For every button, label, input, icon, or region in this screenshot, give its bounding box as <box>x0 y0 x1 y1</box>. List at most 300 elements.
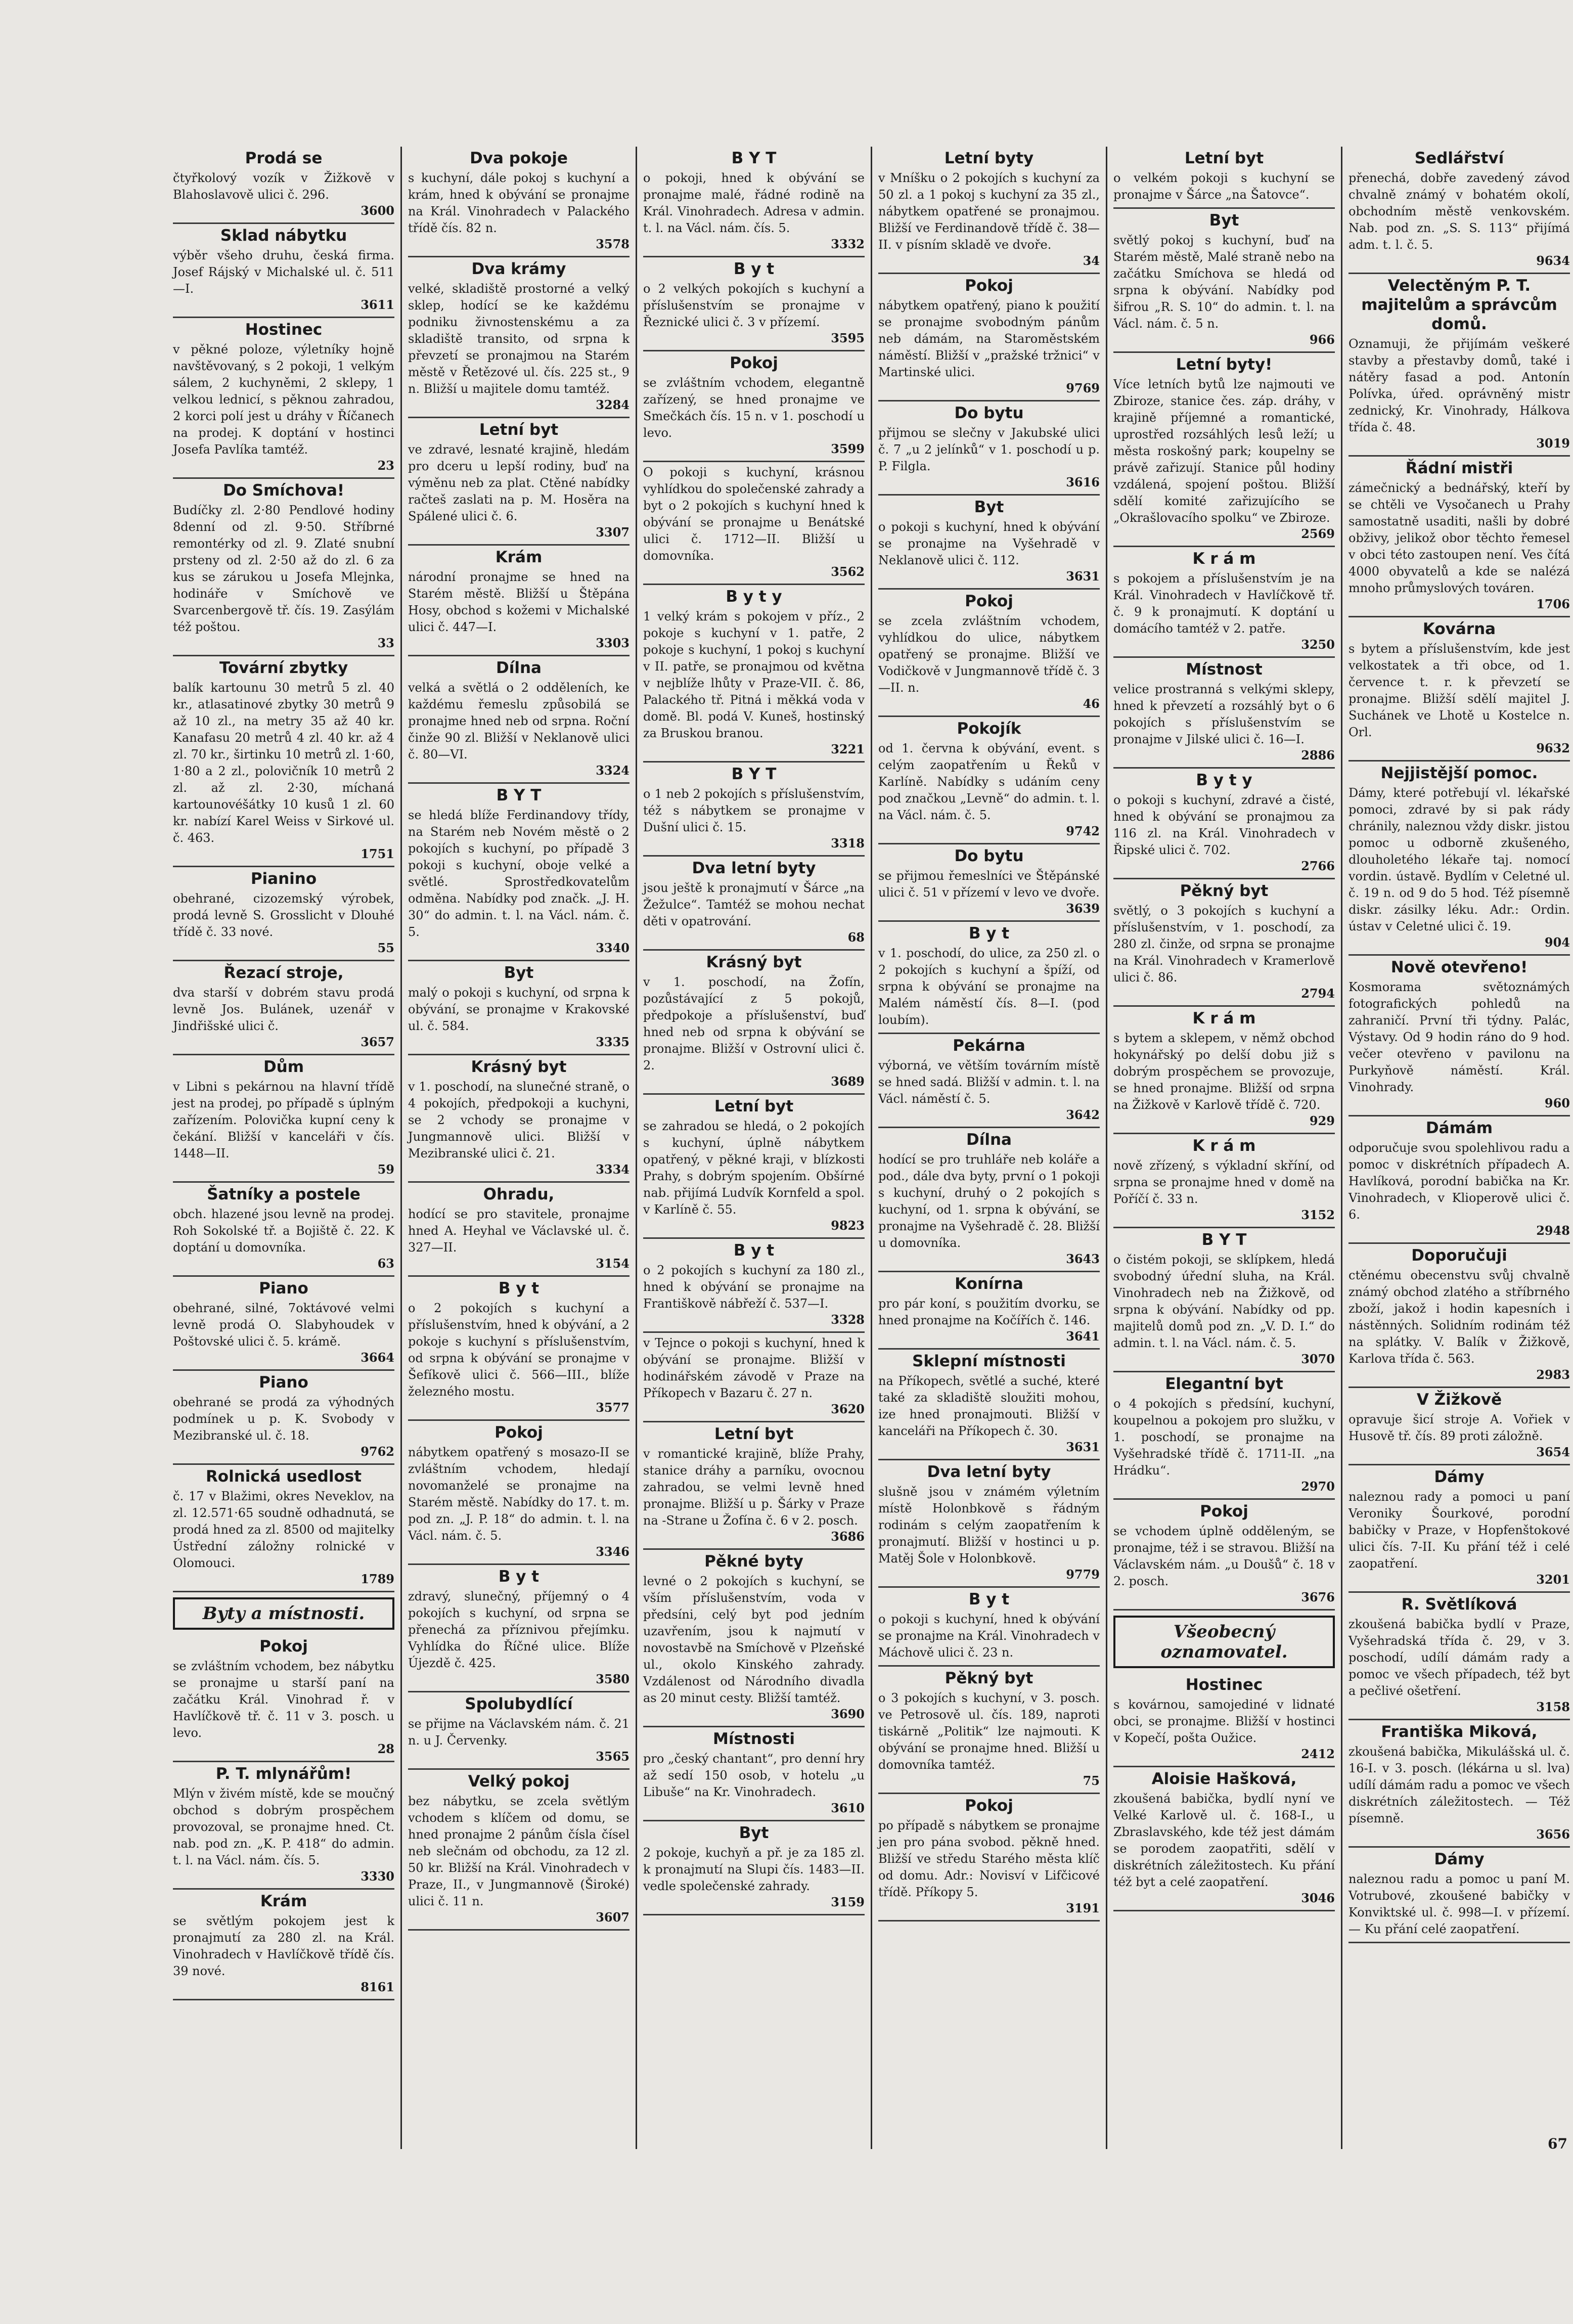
ad-title: Doporučuji <box>1411 1246 1507 1265</box>
ad-title: Sedlářství <box>1414 149 1504 167</box>
classified-ad <box>1349 956 1570 1116</box>
ad-text: se zahradou se hledá, o 2 pokojích s kuchyní, úplně nábytkem opatřený, v pěkné kraji, v blízkosti Prahy, s dobrým spojením. Obšírné nab. přijímá Ludvík Kornfeld a spol. v Karlíně č. 55. <box>643 1119 865 1217</box>
ad-title: K r á m <box>1192 550 1256 568</box>
ad-number: 3046 <box>1301 1891 1335 1905</box>
classified-ad <box>1113 209 1335 353</box>
ad-text: bez nábytku, se zcela světlým vchodem s klíčem od domu, se hned pronajme 2 pánům čísla čísel neb slečnám od obchodu, za 12 zl. 50 kr. Bližší na Král. Vinohradech v Praze, II., v Jungmannově (Široké) ulici č. 11 n. <box>408 1794 630 1908</box>
ad-number: 3578 <box>596 237 630 251</box>
ad-number: 3340 <box>596 941 630 955</box>
classified-ad <box>643 147 865 257</box>
classified-ad <box>173 1183 394 1277</box>
ad-text: nábytkem opatřený s mosazo-II se zvláštním vchodem, hledají novomanželé se pronajme na Starém městě. Nabídky do 17. t. m. pod zn. „J. P. 18“ do admin. t. l. na Václ. nám. č. 5. <box>408 1445 630 1543</box>
ad-number: 3676 <box>1301 1590 1335 1604</box>
ad-title: Pokoj <box>259 1637 308 1656</box>
ad-number: 3607 <box>596 1910 630 1925</box>
ad-title: Krám <box>495 548 543 566</box>
ad-number: 3250 <box>1301 637 1335 652</box>
ad-number: 904 <box>1544 935 1570 950</box>
classified-ad <box>643 257 865 351</box>
ad-title: V Žižkově <box>1416 1391 1502 1409</box>
classified-ad <box>173 1465 394 1592</box>
ad-text: o 4 pokojích s předsíní, kuchyní, koupelnou a pokojem pro služku, v 1. poschodí, se pronajme na Vyšehradské třídě č. 1711-II. „na Hrádku“. <box>1113 1397 1335 1478</box>
ad-number: 3664 <box>361 1350 394 1365</box>
classified-ad <box>1113 353 1335 547</box>
ad-title: K r á m <box>1192 1009 1256 1027</box>
ad-number: 3620 <box>831 1402 865 1416</box>
ad-title: Prodá se <box>245 149 323 167</box>
classified-ad <box>1113 1500 1335 1611</box>
ad-text: světlý pokoj s kuchyní, buď na Starém městě, Malé straně nebo na začátku Smíchova se hledá od srpna k obývání. Nabídky pod šifrou „R. S. 10“ do admin. t. l. na Václ. nám. č. 5 n. <box>1113 233 1335 331</box>
classified-ad <box>878 1350 1100 1460</box>
ad-number: 9742 <box>1066 824 1100 838</box>
ad-number: 3303 <box>596 636 630 650</box>
ad-number: 9779 <box>1066 1567 1100 1582</box>
ad-number: 34 <box>1083 253 1100 268</box>
ad-text: Mlýn v živém místě, kde se moučný obchod s dobrým prospěchem provozoval, se pronajme hned. Ct. nab. pod zn. „K. P. 418“ do admin. t. l. na Václ. nám. čís. 5. <box>173 1786 394 1867</box>
section-banner: Všeobecný oznamovatel. <box>1113 1616 1335 1668</box>
ad-title: Piano <box>259 1373 308 1392</box>
classified-ad <box>173 224 394 318</box>
ad-title: Velectěným P. T. majitelům a správcům domů. <box>1361 277 1557 333</box>
classified-ad <box>643 951 865 1095</box>
ad-title: Pokoj <box>1200 1502 1248 1521</box>
classified-ad <box>173 961 394 1055</box>
ad-text: se zvláštním vchodem, elegantně zařízený, se hned pronajme ve Smečkách čís. 15 n. v 1. poschodí u levo. <box>643 376 865 440</box>
ad-number: 929 <box>1309 1113 1335 1128</box>
ad-text: Dámy, které potřebují vl. lékařské pomoci, zdravé by si pak rády chránily, naleznou vždy diskr. jistou pomoc u odborně zkušeného, dlouholetého lékaře taj. nomocí vordin. ústavě. Bydlím v Celetné ul. č. 19 n. od 9 do 5 hod. Též písemně diskr. zásilky léku. Adr.: Ordin. ústav v Celetné ulici č. 19. <box>1349 786 1570 933</box>
ad-text: s kovárnou, samojediné v lidnaté obci, se pronajme. Bližší v hostinci v Kopečí, pošta Oužice. <box>1113 1697 1335 1745</box>
ad-text: naleznou radu a pomoc u paní M. Votrubové, zkoušené babičky v Konviktské ul. č. 998—I. v přízemí. — Ku přání celé zaopatření. <box>1349 1872 1570 1936</box>
ad-number: 3335 <box>596 1035 630 1049</box>
ad-number: 59 <box>377 1162 394 1177</box>
ad-title: Dámám <box>1425 1119 1493 1137</box>
classified-ad <box>1349 457 1570 617</box>
ad-number: 3577 <box>596 1400 630 1415</box>
ad-text: se přijme na Václavském nám. č. 21 n. u J. Červenky. <box>408 1717 630 1748</box>
ad-title: Sklepní místnosti <box>912 1352 1066 1370</box>
classified-ad <box>878 1667 1100 1794</box>
ad-text: Více letních bytů lze najmouti ve Zbiroze, stanice čes. záp. dráhy, v krajině příjemné a romantické, uprostřed rozsáhlých lesů leží; u města roskošný park; koupelny se právě zařizují. Stanice půl hodiny vzdálená, spojení poštou. Bližší sdělí komité zařizujícího se „Okrašlovacího spolku“ ve Zbiroze. <box>1113 377 1335 525</box>
ad-number: 3284 <box>596 397 630 412</box>
classified-ad <box>173 1371 394 1465</box>
ad-title: Byt <box>739 1824 769 1842</box>
ad-title: Pokoj <box>730 354 778 372</box>
ad-number: 1706 <box>1536 597 1570 611</box>
ad-title: B Y T <box>731 149 777 167</box>
classified-ad <box>1349 1465 1570 1593</box>
classified-ad <box>408 1055 630 1183</box>
newspaper-page <box>167 147 1573 2152</box>
ad-text: pro pár koní, s použitím dvorku, se hned pronajme na Kočířích č. 146. <box>878 1297 1100 1327</box>
ad-text: obehrané, silné, 7oktávové velmi levně prodá O. Slabyhoudek v Poštovské ulici č. 5. krámě. <box>173 1301 394 1349</box>
ad-title: Dva pokoje <box>470 149 568 167</box>
ad-title: B y t y <box>726 588 782 606</box>
classified-ad <box>1113 1007 1335 1134</box>
ad-title: Dílna <box>496 659 542 677</box>
ad-text: přijmou se slečny v Jakubské ulici č. 7 „u 2 jelínků“ v 1. poschodí u p. P. Filgla. <box>878 426 1100 473</box>
classified-ad <box>643 1239 865 1333</box>
ad-number: 9634 <box>1536 253 1570 268</box>
ad-text: v romantické krajině, blíže Prahy, stanice dráhy a parníku, ovocnou zahradou, se velmi levně hned pronajme. Bližší u p. Šárky v Praze na -Strane u Žofína č. 6 v 2. posch. <box>643 1447 865 1528</box>
ad-text: 1 velký krám s pokojem v příz., 2 pokoje s kuchyní v 1. patře, 2 pokoje s kuchyní, 1 pokoj s kuchyní v II. patře, se pronajmou od května v nejblíže lhůty v Praze-VII. č. 86, Palackého tř. Pitná i měkká voda v domě. Bl. podá V. Kuneš, hostinský za Bruskou branou. <box>643 609 865 740</box>
ad-title: Místnost <box>1186 660 1263 679</box>
ad-title: B y t <box>498 1279 540 1298</box>
ad-text: slušně jsou v známém výletním místě Holonbkově s řádným rodinám s celým zaopatřením k pronajmutí. Bližší v hostinci u p. Matěj Šole v Holonbkově. <box>878 1485 1100 1566</box>
ad-title: B Y T <box>496 786 542 805</box>
classified-ad <box>878 496 1100 590</box>
ad-title: Tovární zbytky <box>219 659 348 677</box>
column-3 <box>637 147 872 2149</box>
ad-title: Do bytu <box>954 847 1024 865</box>
ad-number: 23 <box>377 458 394 473</box>
ad-text: v Libni s pekárnou na hlavní třídě jest na prodej, po případě s úplným zařízením. Polovička kupní ceny k čekání. Bližší v kanceláři v čís. 1448—II. <box>173 1080 394 1160</box>
classified-ad <box>408 147 630 257</box>
ad-text: v Mníšku o 2 pokojích s kuchyní za 50 zl. a 1 pokoj s kuchyní za 35 zl., nábytkem opatřené se pronajmou. Bližší ve Ferdinandově třídě č. 38—II. v písním skladě ve dvoře. <box>878 171 1100 252</box>
classified-ad <box>878 401 1100 496</box>
classified-ad <box>173 1055 394 1183</box>
ad-title: Konírna <box>955 1275 1023 1293</box>
classified-ad <box>173 1890 394 2000</box>
ad-text: zkoušená babička, bydlí nyní ve Velké Karlově ul. č. 168-I., u Zbraslavského, kde též jest dámám se porodem zaopatřiti, sdělí v diskrétních záležitostech. Ku přání též byt a celé zaopatření. <box>1113 1792 1335 1889</box>
ad-title: Rolnická usedlost <box>205 1467 362 1486</box>
ad-text: od 1. června k obývání, event. s celým zaopatřením u Řeků v Karlíně. Nabídky s udáním ceny pod značkou „Levně“ do admin. t. l. na Václ. nám. č. 5. <box>878 741 1100 822</box>
ad-number: 3595 <box>831 331 865 345</box>
classified-ad <box>643 1422 865 1550</box>
ad-number: 68 <box>847 930 865 945</box>
column-5 <box>1107 147 1342 2149</box>
ad-number: 3334 <box>596 1162 630 1177</box>
ad-number: 3690 <box>831 1707 865 1721</box>
ad-number: 3639 <box>1066 901 1100 916</box>
ad-number: 33 <box>377 636 394 650</box>
classified-ad <box>643 857 865 951</box>
ad-number: 3599 <box>831 441 865 456</box>
ad-text: v pěkné poloze, výletníky hojně navštěvovaný, s 2 pokoji, 1 velkým sálem, 2 kuchyněmi, 2 sklepy, 1 velkou lednicí, s pěknou zahradou, 2 korci polí jest u dráhy v Říčanech na prodej. K doptání v hostinci Josefa Pavlíka tamtéž. <box>173 342 394 457</box>
ad-text: velká a světlá o 2 odděleních, ke každému řemeslu způsobilá se pronajme hned neb od srpna. Roční činže 90 zl. Bližší v Neklanově ulici č. 80—VI. <box>408 681 630 762</box>
classified-ad <box>878 1272 1100 1350</box>
classified-ad <box>878 1460 1100 1588</box>
ad-text: velice prostranná s velkými sklepy, hned k převzetí a rozsáhlý byt o 6 pokojích s příslušenstvím se pronajme v Jilské ulici č. 16—I. <box>1113 682 1335 746</box>
ad-title: Dílna <box>966 1131 1012 1149</box>
ad-number: 3616 <box>1066 475 1100 489</box>
ad-title: Velký pokoj <box>468 1772 570 1791</box>
ad-number: 3689 <box>831 1074 865 1089</box>
ad-text: zdravý, slunečný, příjemný o 4 pokojích s kuchyní, od srpna se přenechá za příznivou přejímku. Vyhlídka do Říčné ulice. Blíže Újezdě č. 425. <box>408 1589 630 1670</box>
ad-title: Letní byt <box>714 1425 794 1443</box>
ad-text: Budíčky zl. 2·80 Pendlové hodiny 8denní od zl. 9·50. Stříbrné remontérky od zl. 9. Zlaté snubní prsteny od zl. 2·50 až do zl. 6 za kus se zárukou u Josefa Mlejnka, hodináře v Smíchově ve Svarcenbergově tř. čís. 19. Zasýlám též poštou. <box>173 503 394 634</box>
ad-title: Dům <box>263 1058 304 1076</box>
ad-title: Byt <box>504 964 534 982</box>
ad-title: Krásný byt <box>706 953 802 971</box>
classified-ad <box>408 257 630 418</box>
ad-title: Kovárna <box>1422 620 1496 638</box>
ad-number: 3154 <box>596 1256 630 1271</box>
classified-ad <box>643 1333 865 1422</box>
ad-number: 2766 <box>1301 859 1335 873</box>
ad-title: Pěkný byt <box>945 1669 1033 1687</box>
ad-text: výběr všeho druhu, česká firma. Josef Rájský v Michalské ul. č. 511—I. <box>173 248 394 296</box>
ad-text: v 1. poschodí, na slunečné straně, o 4 pokojích, předpokoji a kuchyni, se 2 vchody se pronajme v Jungmannově ulici. Bližší v Mezibranské ulici č. 21. <box>408 1080 630 1160</box>
column-2 <box>402 147 637 2149</box>
classified-ad <box>408 656 630 784</box>
ad-number: 3641 <box>1066 1329 1100 1344</box>
ad-text: se přijmou řemeslníci ve Štěpánské ulici č. 51 v přízemí v levo ve dvoře. <box>878 869 1100 900</box>
ad-number: 46 <box>1083 696 1100 711</box>
ad-title: Nejjistější pomoc. <box>1380 764 1538 782</box>
ad-title: B y t y <box>1196 771 1252 789</box>
ad-number: 3600 <box>361 203 394 218</box>
ad-number: 3330 <box>361 1869 394 1884</box>
classified-ad <box>1349 147 1570 274</box>
ad-title: Sklad nábytku <box>220 227 347 245</box>
ad-number: 3580 <box>596 1672 630 1686</box>
ad-number: 966 <box>1309 332 1335 347</box>
ad-number: 3656 <box>1536 1827 1570 1842</box>
ad-title: R. Světlíková <box>1401 1595 1517 1614</box>
ad-text: nově zřízený, s výkladní skříní, od srpna se pronajme hned v domě na Poříčí č. 33 n. <box>1113 1158 1335 1206</box>
ad-title: Dámy <box>1434 1468 1485 1486</box>
ad-title: Dva letní byty <box>927 1463 1051 1481</box>
ad-number: 3654 <box>1536 1445 1570 1459</box>
ad-text: na Příkopech, světlé a suché, které také za skladiště sloužiti mohou, ize hned pronajmouti. Bližší v kanceláři na Příkopech č. 30. <box>878 1374 1100 1438</box>
ad-number: 3070 <box>1301 1352 1335 1366</box>
ad-title: Pokoj <box>495 1423 543 1442</box>
ad-text: s bytem a sklepem, v němž obchod hokynářský po delší dobu již s dobrým prospěchem se provozuje, se hned pronajme. Bližší od srpna na Žižkově v Karlově třídě č. 720. <box>1113 1031 1335 1112</box>
ad-number: 3191 <box>1066 1901 1100 1915</box>
classified-ad <box>1113 1228 1335 1372</box>
ad-number: 3318 <box>831 836 865 851</box>
ad-text: pro „český chantant“, pro denní hry až sedí 150 osob, v hotelu „u Libuše“ na Kr. Vinohradech. <box>643 1752 865 1799</box>
ad-text: se vchodem úplně odděleným, se pronajme, též i se stravou. Bližší na Václavském nám. „u Doušů“ č. 18 v 2. posch. <box>1113 1524 1335 1588</box>
ad-number: 3610 <box>831 1801 865 1815</box>
ad-title: Řádní mistři <box>1405 459 1513 477</box>
ad-text: o 2 velkých pokojích s kuchyní a příslušenstvím se pronajme v Řeznické ulici č. 3 v přízemí. <box>643 282 865 329</box>
ad-text: velké, skladiště prostorné a velký sklep, hodící se ke každému podniku živnostenskému a za skladiště transito, od srpna k převzetí se pronajmou na Starém městě v Řetězové ul. čís. 225 st., 9 n. Bližší u majitele domu tamtéž. <box>408 282 630 396</box>
classified-ad <box>878 147 1100 274</box>
ad-text: v 1. poschodí, na Žofín, pozůstávající z 5 pokojů, předpokoje a příslušenství, buď hned neb od srpna k obývání se pronajme. Bližší v Ostrovní ulici č. 2. <box>643 975 865 1072</box>
ad-title: Nově otevřeno! <box>1390 958 1528 976</box>
ad-number: 8161 <box>361 1980 394 1994</box>
ad-number: 75 <box>1083 1773 1100 1788</box>
ad-text: výborná, ve větším továrním místě se hned sadá. Bližší v admin. t. l. na Václ. náměstí č. 5. <box>878 1058 1100 1106</box>
classified-ad <box>878 1588 1100 1667</box>
ad-title: Pokojík <box>957 720 1021 738</box>
ad-title: P. T. mlynářům! <box>215 1765 352 1783</box>
ad-number: 1751 <box>361 846 394 861</box>
ad-text: zámečnický a bednářský, kteří by se chtěli ve Vysočanech u Prahy samostatně usaditi, našli by dobré obživy, jelikož obor těchto řemesel v obci této zastoupen není. Ves čítá 4000 obyvatelů a kde se nalézá mnoho průmyslových továren. <box>1349 481 1570 595</box>
ad-text: obehrané se prodá za výhodných podmínek u p. K. Svobody v Mezibranské ul. č. 18. <box>173 1395 394 1443</box>
classified-ad <box>408 1421 630 1565</box>
classified-ad <box>173 1762 394 1890</box>
ad-text: s kuchyní, dále pokoj s kuchyní a krám, hned k obývání se pronajme na Král. Vinohradech v Palackého třídě čís. 82 n. <box>408 171 630 235</box>
ad-text: levné o 2 pokojích s kuchyní, se vším příslušenstvím, voda v předsíni, celý byt pod jedním uzavřením, jsou k najmutí v novostavbě na Smíchově v Plzeňské ul., okolo Kinského zahrady. Vzdálenost od Národního divadla as 20 minut cesty. Bližší tamtéž. <box>643 1574 865 1705</box>
ad-text: jsou ještě k pronajmutí v Šárce „na Žežulce“. Tamtéž se mohou nechat děti v opatrování. <box>643 881 865 928</box>
ad-title: Letní byt <box>714 1097 794 1115</box>
classified-ad <box>878 590 1100 717</box>
ad-number: 2983 <box>1536 1367 1570 1382</box>
classified-ad <box>173 1277 394 1371</box>
ad-number: 3631 <box>1066 569 1100 584</box>
classified-ad <box>1113 879 1335 1007</box>
classified-ad <box>173 479 394 656</box>
ad-text: zkoušená babička bydlí v Praze, Vyšehradská třída č. 29, v 3. poschodí, udílí dámám rady a pomoc ve všech případech, též byt a pečlivé ošetření. <box>1349 1617 1570 1698</box>
ad-text: ctěnému obecenstvu svůj chvalně známý obchod zlatého a stříbrného zboží, jakož i hodin kapesních i nástěnných. Solidním rodinám též na splátky. V. Balík v Žižkově, Karlova třída č. 563. <box>1349 1268 1570 1366</box>
page-number: 67 <box>1548 2135 1567 2152</box>
ad-number: 3221 <box>831 742 865 756</box>
ad-title: Byt <box>1209 211 1239 230</box>
ad-text: čtyřkolový vozík v Žižkově v Blahoslavově ulici č. 296. <box>173 171 394 202</box>
ad-number: 9632 <box>1536 741 1570 755</box>
classified-ad <box>173 318 394 479</box>
ad-number: 3346 <box>596 1544 630 1559</box>
classified-ad <box>408 546 630 656</box>
ad-text: O pokoji s kuchyní, krásnou vyhlídkou do společenské zahrady a byt o 2 pokojích s kuchyní hned k obývání se pronajme u Benátské ulici č. 1712—II. Bližší u domovníka. <box>643 465 865 563</box>
ad-text: naleznou rady a pomoci u paní Veroniky Šourkové, porodní babičky v Praze, v Hopfenštokové ulici čís. 7-II. Ku přání též i celé zaopatření. <box>1349 1490 1570 1571</box>
section-banner: Byty a místnosti. <box>173 1597 394 1630</box>
classified-ad <box>643 1821 865 1915</box>
ad-number: 960 <box>1544 1096 1570 1110</box>
classified-ad <box>878 1034 1100 1128</box>
ad-title: Letní byt <box>1184 149 1264 167</box>
classified-ad <box>878 922 1100 1034</box>
ad-number: 3611 <box>361 297 394 312</box>
ad-number: 1789 <box>361 1572 394 1586</box>
ad-number: 3642 <box>1066 1107 1100 1122</box>
ad-number: 55 <box>377 941 394 955</box>
ad-text: v Tejnce o pokoji s kuchyní, hned k obývání se pronajme. Bližší v hodinářském závodě v Praze na Příkopech v Bazaru č. 27 n. <box>643 1336 865 1400</box>
ad-title: Krám <box>260 1892 307 1910</box>
ad-title: Letní byty <box>944 149 1034 167</box>
ad-text: o 2 pokojích s kuchyní a příslušenstvím, hned k obývání, a 2 pokoje s kuchyní s příslušenstvím, od srpna k obývání se pronajme v Šefíkově ulici č. 566—III., blíže železného mostu. <box>408 1301 630 1399</box>
column-1 <box>167 147 402 2149</box>
ad-text: zkoušená babička, Mikulášská ul. č. 16-I. v 3. posch. (lékárna u sl. lva) udílí dámám radu a pomoc ve všech diskrétních záležitostech. — Též písemně. <box>1349 1745 1570 1825</box>
ad-title: Elegantní byt <box>1165 1375 1283 1393</box>
ad-title: Krásný byt <box>471 1058 567 1076</box>
ad-title: Františka Miková, <box>1381 1723 1538 1741</box>
classified-ad <box>878 844 1100 922</box>
classified-ad <box>173 656 394 867</box>
classified-ad <box>1113 658 1335 769</box>
ad-text: hodící se pro truhláře neb koláře a pod., dále dva byty, první o 1 pokoji s kuchyní, druhý o 2 pokojích s kuchyní, od 1. srpna k obývání, se pronajme na Vyšehradě č. 28. Bližší u domovníka. <box>878 1152 1100 1250</box>
classified-ad <box>1113 769 1335 879</box>
ad-title: Dva letní byty <box>692 859 816 877</box>
ad-number: 9762 <box>361 1444 394 1459</box>
classified-ad <box>408 1770 630 1931</box>
classified-ad <box>1349 1388 1570 1465</box>
classified-ad <box>408 1692 630 1770</box>
classified-ad <box>408 1183 630 1277</box>
ad-text: s bytem a příslušenstvím, kde jest velkostatek a tři obce, od 1. července t. r. k převzetí se pronajme. Bližší sdělí majitel J. Suchánek ve Lhotě u Kostelce n. Orl. <box>1349 642 1570 739</box>
ad-title: B Y T <box>1201 1231 1247 1249</box>
classified-ad <box>1349 1720 1570 1848</box>
column-4 <box>872 147 1107 2149</box>
ad-number: 2794 <box>1301 986 1335 1001</box>
classified-ad <box>173 867 394 961</box>
classified-ad <box>643 585 865 763</box>
classified-ad <box>1349 1593 1570 1720</box>
classified-ad <box>643 1550 865 1727</box>
ad-number: 3686 <box>831 1529 865 1544</box>
classified-ad <box>643 763 865 857</box>
classified-ad <box>408 418 630 546</box>
classified-ad <box>878 1794 1100 1921</box>
classified-ad <box>1349 617 1570 762</box>
ad-title: Byt <box>974 498 1004 516</box>
ad-number: 2569 <box>1301 526 1335 541</box>
ad-text: o pokoji, hned k obývání se pronajme malé, řádné rodině na Král. Vinohradech. Adresa v admin. t. l. na Václ. nám. čís. 5. <box>643 171 865 235</box>
classified-ad <box>1113 547 1335 658</box>
ad-text: obch. hlazené jsou levně na prodej. Roh Sokolské tř. a Bojiště č. 22. K doptání u domovníka. <box>173 1207 394 1255</box>
ad-text: národní pronajme se hned na Starém městě. Bližší u Štěpána Hosy, obchod s kožemi v Michalské ulici č. 447—I. <box>408 570 630 634</box>
ad-text: odporučuje svou spolehlivou radu a pomoc v diskrétních případech A. Havlíková, porodní babička na Kr. Vinohradech, v Klioperově ulici č. 6. <box>1349 1141 1570 1222</box>
ad-title: Dva krámy <box>471 260 566 278</box>
ad-text: přenechá, dobře zavedený závod chvalně známý v bohatém okolí, obchodním městě venkovském. Nab. pod zn. „S. S. 113“ přijímá adm. t. l. č. 5. <box>1349 171 1570 252</box>
ad-text: Oznamuji, že přijímám veškeré stavby a přestavby domů, také i nátěry fasad a pod. Antonín Polívka, úřed. oprávněný mistr zednický, Kr. Vinohrady, Hálkova třída č. 48. <box>1349 337 1570 434</box>
ad-title: Pokoj <box>965 277 1013 295</box>
classified-ad <box>878 274 1100 401</box>
ad-number: 3643 <box>1066 1252 1100 1266</box>
ad-title: Hostinec <box>1185 1676 1263 1694</box>
ad-text: o pokoji s kuchyní, hned k obývání se pronajme na Vyšehradě v Neklanově ulici č. 112. <box>878 520 1100 567</box>
classified-ad <box>1113 1767 1335 1911</box>
ad-number: 3332 <box>831 237 865 251</box>
ad-number: 3152 <box>1301 1208 1335 1222</box>
classified-ad <box>408 1565 630 1692</box>
ad-text: se hledá blíže Ferdinandovy třídy, na Starém neb Novém městě o 2 pokojích s kuchyní, po případě 3 pokoji s kuchyní, oboje velké a světlé. Sprostředkovatelům odměna. Nabídky pod značk. „J. H. 30“ do admin. t. l. na Václ. nám. č. 5. <box>408 808 630 939</box>
classified-ad <box>408 961 630 1055</box>
ad-number: 2970 <box>1301 1479 1335 1494</box>
classified-ad <box>1349 762 1570 956</box>
ad-text: po případě s nábytkem se pronajme jen pro pána svobod. pěkně hned. Bližší ve středu Starého města klíč od domu. Adr.: Novisví v Lifčicové třídě. Příkopy 5. <box>878 1818 1100 1899</box>
ad-number: 9769 <box>1066 381 1100 395</box>
ad-text: Kosmorama světoznámých fotografických pohledů na zahraničí. První tři týdny. Palác, Výstavy. Od 9 hodin ráno do 9 hod. večer otevřeno v pavilonu na Purkyňově náměstí. Král. Vinohrady. <box>1349 980 1570 1094</box>
ad-title: Pekárna <box>953 1037 1025 1055</box>
classified-ad <box>1349 1116 1570 1244</box>
ad-text: ve zdravé, lesnaté krajině, hledám pro dceru u lepší rodiny, buď na výměnu neb za plat. Ctěné nabídky račteš zaslati na p. M. Hosěra na Spálené ulici č. 6. <box>408 442 630 523</box>
ad-title: Pokoj <box>965 1797 1013 1815</box>
classified-ad <box>1349 1244 1570 1388</box>
ad-title: B y t <box>733 260 775 278</box>
ad-text: s pokojem a příslušenstvím je na Král. Vinohradech v Havlíčkově tř. č. 9 k pronajmutí. K doptání u domácího tamtéž v 2. patře. <box>1113 571 1335 636</box>
ad-number: 2948 <box>1536 1223 1570 1238</box>
ad-number: 9823 <box>831 1218 865 1233</box>
ad-text: o 2 pokojích s kuchyní za 180 zl., hned k obývání se pronajme na Františkově nábřeží č. 537—I. <box>643 1263 865 1311</box>
ad-title: Hostinec <box>245 321 323 339</box>
ad-number: 2886 <box>1301 748 1335 763</box>
ad-text: o 3 pokojích s kuchyní, v 3. posch. ve Petrosově ul. čís. 189, naproti tiskárně „Politik“ lze najmouti. K obývání se pronajme hned. Bližší u domovníka tamtéž. <box>878 1691 1100 1772</box>
ad-title: Místnosti <box>712 1730 795 1748</box>
ad-text: se zvláštním vchodem, bez nábytku se pronajme u starší paní na začátku Král. Vinohrad ř. v Havlíčkově tř. č. 11 v 3. posch. u levo. <box>173 1659 394 1740</box>
ad-text: 2 pokoje, kuchyň a př. je za 185 zl. k pronajmutí na Slupi čís. 1483—II. vedle společenské zahrady. <box>643 1846 865 1893</box>
ad-number: 28 <box>377 1741 394 1756</box>
ad-text: opravuje šicí stroje A. Vořiek v Husově tř. čís. 89 proti záložně. <box>1349 1412 1570 1443</box>
ad-number: 3019 <box>1536 436 1570 451</box>
ad-text: o pokoji s kuchyní, zdravé a čisté, hned k obývání se pronajmou za 116 zl. na Král. Vinohradech v Řipské ulici č. 702. <box>1113 793 1335 857</box>
ad-text: se světlým pokojem jest k pronajmutí za 280 zl. na Král. Vinohradech v Havlíčkově třídě čís. 39 nové. <box>173 1914 394 1978</box>
ad-title: Šatníky a postele <box>207 1185 361 1203</box>
ad-text: obehrané, cizozemský výrobek, prodá levně S. Grosslicht v Dlouhé třídě č. 33 nové. <box>173 891 394 939</box>
ad-title: Letní byty! <box>1176 355 1273 374</box>
classified-ad <box>408 784 630 961</box>
ad-number: 3657 <box>361 1035 394 1049</box>
ad-number: 3307 <box>596 525 630 540</box>
ad-title: Letní byt <box>479 421 559 439</box>
ad-number: 3562 <box>831 564 865 579</box>
classified-ad <box>1113 147 1335 209</box>
column-6 <box>1342 147 1573 2149</box>
ad-number: 2412 <box>1301 1747 1335 1761</box>
ad-title: Do bytu <box>954 404 1024 422</box>
